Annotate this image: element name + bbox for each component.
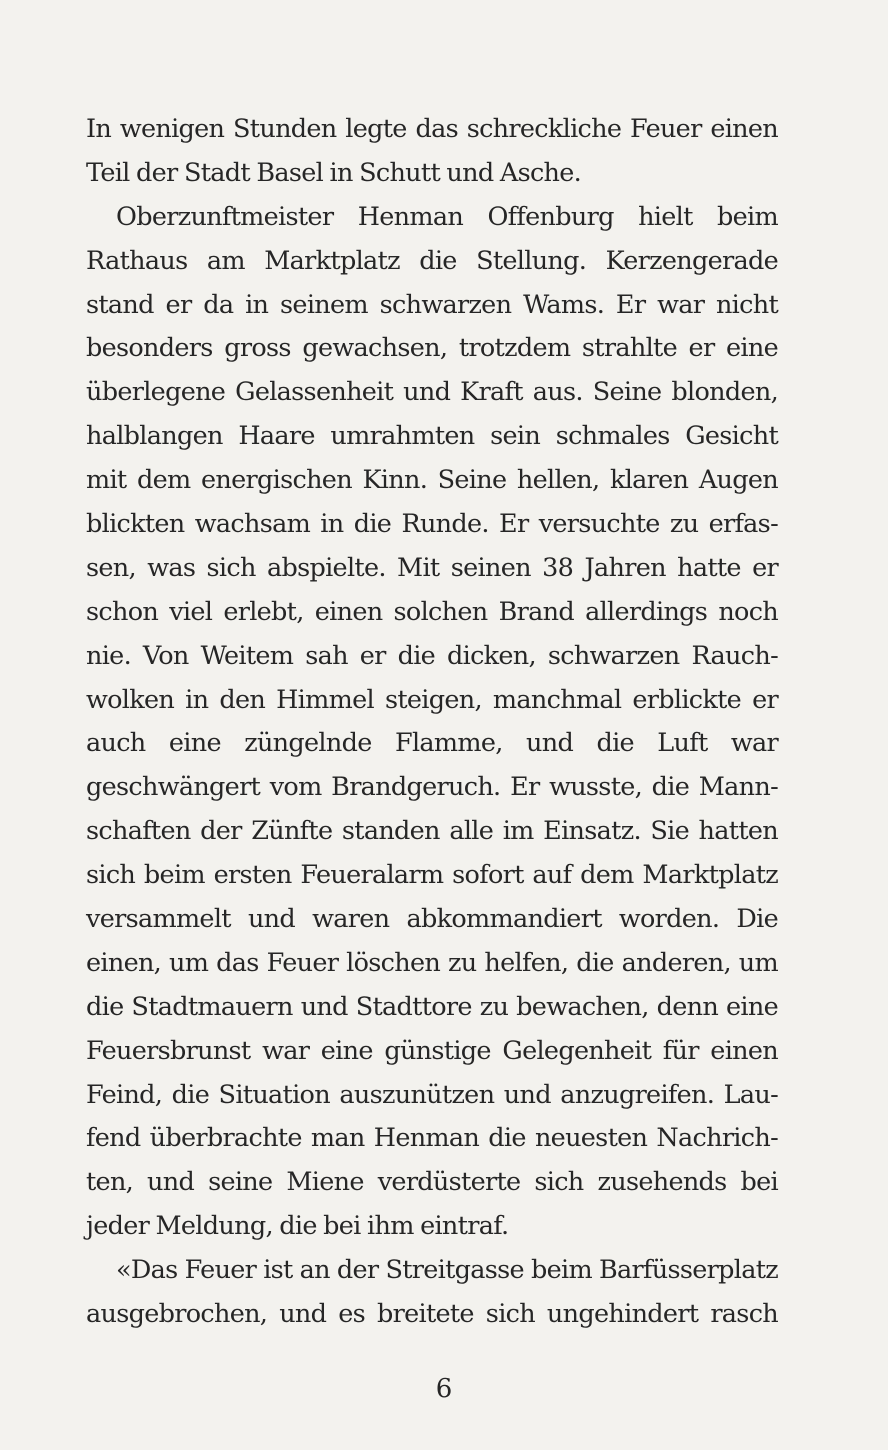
page-number: 6: [435, 1374, 453, 1404]
text-line: nie. Von Weitem sah er die dicken, schwarzen Rauch-: [86, 640, 778, 671]
text-line: besonders gross gewachsen, trotzdem strahlte er eine: [86, 333, 778, 364]
text-line: mit dem energischen Kinn. Seine hellen, klaren Augen: [86, 465, 778, 496]
text-line: Teil der Stadt Basel in Schutt und Asche.: [86, 157, 582, 188]
text-line: wolken in den Himmel steigen, manchmal erblickte er: [86, 684, 778, 715]
text-line: jeder Meldung, die bei ihm eintraf.: [86, 1211, 509, 1242]
text-line: fend überbrachte man Henman die neuesten Nachrich-: [86, 1123, 778, 1154]
text-line: Feuersbrunst war eine günstige Gelegenheit für einen: [86, 1035, 778, 1066]
text-line: schon viel erlebt, einen solchen Brand allerdings noch: [86, 596, 778, 627]
text-line: sich beim ersten Feueralarm sofort auf dem Marktplatz: [86, 860, 778, 891]
text-line: stand er da in seinem schwarzen Wams. Er war nicht: [86, 289, 778, 320]
text-line: Rathaus am Marktplatz die Stellung. Kerzengerade: [86, 245, 778, 276]
text-line: schaften der Zünfte standen alle im Einsatz. Sie hatten: [86, 816, 778, 847]
text-line: halblangen Haare umrahmten sein schmales Gesicht: [86, 421, 778, 452]
text-line: überlegene Gelassenheit und Kraft aus. Seine blonden,: [86, 377, 778, 408]
text-line: versammelt und waren abkommandiert worden. Die: [86, 904, 778, 935]
text-line: Feind, die Situation auszunützen und anzugreifen. Lau-: [86, 1079, 778, 1110]
text-line: In wenigen Stunden legte das schreckliche Feuer einen: [86, 114, 778, 144]
body-text: [86, 108, 778, 1337]
text-line: blickten wachsam in die Runde. Er versuchte zu erfas-: [86, 509, 778, 540]
text-line: einen, um das Feuer löschen zu helfen, die anderen, um: [86, 947, 778, 978]
text-line: «Das Feuer ist an der Streitgasse beim Barfüsserplatz: [116, 1255, 778, 1286]
text-line: ten, und seine Miene verdüsterte sich zusehends bei: [86, 1167, 778, 1198]
text-line: sen, was sich abspielte. Mit seinen 38 Jahren hatte er: [86, 552, 778, 583]
text-line: auch eine züngelnde Flamme, und die Luft war: [86, 728, 778, 759]
text-line: ausgebrochen, und es breitete sich ungehindert rasch: [86, 1299, 778, 1330]
text-line: geschwängert vom Brandgeruch. Er wusste, die Mann-: [86, 772, 778, 803]
text-line: die Stadtmauern und Stadttore zu bewachen, denn eine: [86, 991, 778, 1022]
text-line: Oberzunftmeister Henman Offenburg hielt beim: [116, 201, 778, 232]
